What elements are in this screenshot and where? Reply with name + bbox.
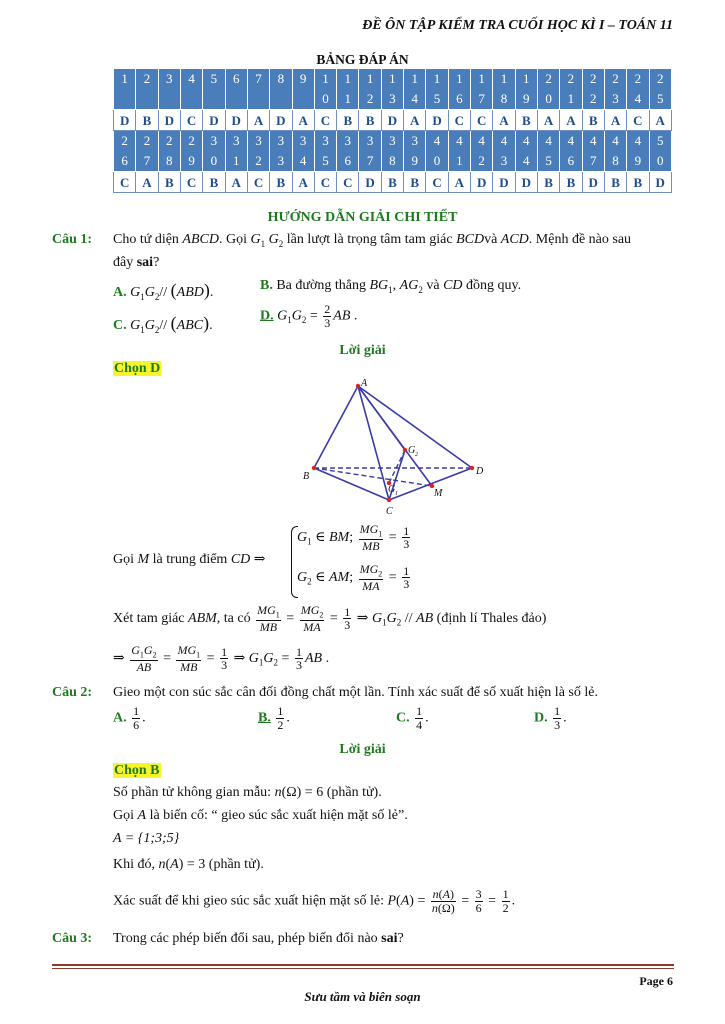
answer-number-cell: 2 3 [604,69,626,110]
answer-number-cell: 3 9 [404,131,426,172]
answer-number-cell: 2 9 [180,131,202,172]
q1-conclusion-line: ⇒ $\frac{G_1G_2}{AB}$ = $\frac{MG_1}{MB}$ = $\frac{1}{3}$ ⇒ $G_1G_2$ = $\frac{1}{3}$ AB . [113,643,330,674]
answer-letter-cell: B [270,172,292,193]
answer-letter-cell: C [314,110,336,131]
system-line-1: $G_1$ ∈ BM; $\frac{MG_1}{MB}$ = $\frac{1}{3}$ [297,522,410,553]
answer-number-cell: 4 3 [493,131,515,172]
q2-solution-heading: Lời giải [339,742,386,757]
answer-letter-cell: B [515,110,537,131]
answer-letter-cell: D [225,110,247,131]
answer-number-cell: 3 5 [314,131,336,172]
answer-number-cell: 3 [158,69,180,110]
footer-caption: Sưu tầm và biên soạn [304,989,421,1004]
answer-number-cell: 4 8 [604,131,626,172]
answer-letter-cell: A [649,110,672,131]
answer-letter-cell: A [247,110,269,131]
answer-number-cell: 2 [136,69,158,110]
svg-text:2: 2 [415,452,418,458]
q2-option-d[interactable]: D. $\frac{1}{3}$ . [534,704,567,732]
answer-number-cell: 4 0 [426,131,448,172]
question-1-text-line2: đây sai? [113,255,160,270]
answer-number-cell: 1 1 [337,69,359,110]
answer-letter-cell: A [448,172,470,193]
answer-letter-row [114,110,672,131]
page-number: Page 6 [639,974,673,988]
label-m: M [434,488,443,499]
answer-letter-row [114,172,672,193]
answer-number-cell: 3 8 [381,131,403,172]
answer-letter-cell: D [359,172,381,193]
footer-rule-thin [52,968,674,969]
answer-letter-cell: A [225,172,247,193]
question-2-label: Câu 2: [52,685,93,700]
answer-letter-cell: B [627,172,649,193]
answer-number-cell: 4 [180,69,202,110]
answer-letter-cell: C [247,172,269,193]
answer-number-cell: 4 2 [471,131,493,172]
answer-number-cell: 1 3 [381,69,403,110]
answer-number-cell: 3 6 [337,131,359,172]
footer-rule [52,964,674,966]
answer-number-cell: 3 1 [225,131,247,172]
answer-number-cell: 1 5 [426,69,448,110]
answer-number-cell: 4 7 [582,131,604,172]
answer-number-cell: 2 2 [582,69,604,110]
question-3-text: Trong các phép biến đổi sau, phép biến đổi nào sai? [113,931,404,946]
label-g2: G [408,445,416,456]
answer-number-cell: 7 [247,69,269,110]
answer-number-cell: 4 4 [515,131,537,172]
answer-number-cell: 8 [270,69,292,110]
answer-letter-cell: B [537,172,559,193]
answer-letter-cell: D [381,110,403,131]
answer-number-cell: 3 4 [292,131,314,172]
q1-solution-heading: Lời giải [339,343,386,358]
answer-letter-cell: B [136,110,158,131]
answer-letter-cell: A [560,110,582,131]
answer-letter-cell: B [359,110,381,131]
answer-number-cell: 1 0 [314,69,336,110]
q2-event-def: Gọi A là biến cố: “ gieo súc sắc xuất hiện mặt số lẻ”. [113,808,408,823]
label-g1: G [388,484,396,495]
answer-letter-cell: D [114,110,136,131]
answer-letter-cell: C [180,172,202,193]
answer-number-cell: 3 3 [270,131,292,172]
answer-number-cell: 3 7 [359,131,381,172]
q2-sample-space: Số phần tử không gian mẫu: n(Ω) = 6 (phần tử). [113,785,382,800]
question-2-text: Gieo một con súc sắc cân đối đồng chất một lần. Tính xác suất để số xuất hiện là số lẻ. [113,685,598,700]
svg-text:1: 1 [395,491,398,497]
answer-letter-cell: B [404,172,426,193]
system-line-2: $G_2$ ∈ AM; $\frac{MG_2}{MA}$ = $\frac{1}{3}$ [297,562,410,593]
q1-option-d[interactable]: D. $G_1G_2$ = $\frac{2}{3}$ AB . [260,302,358,330]
label-b: B [303,471,310,482]
q2-probability: Xác suất để khi gieo súc sắc xuất hiện mặt số lẻ: P(A) = $\frac{n(A)}{n(\Omega)}$ = $\frac{3}{6}$ = $\frac{1}{2}$ . [113,887,516,915]
answer-letter-cell: C [114,172,136,193]
answer-number-cell: 4 5 [537,131,559,172]
answer-number-cell: 1 6 [448,69,470,110]
answer-letter-cell: A [292,110,314,131]
answer-number-cell: 1 7 [471,69,493,110]
answer-number-cell: 2 4 [627,69,649,110]
answer-number-cell: 9 [292,69,314,110]
answer-number-cell: 1 [114,69,136,110]
answer-letter-cell: B [158,172,180,193]
answer-letter-cell: C [627,110,649,131]
q2-option-c[interactable]: C. $\frac{1}{4}$ . [396,704,429,732]
q1-option-c[interactable]: C. $G_1G_2//$ (ABC). [113,313,213,335]
q1-option-b[interactable]: B. Ba đường thẳng $BG_1$, $AG_2$ và CD đồng quy. [260,278,522,295]
label-c: C [386,506,393,517]
q2-option-a[interactable]: A. $\frac{1}{6}$ . [113,704,146,732]
q2-event-count: Khi đó, n(A) = 3 (phần tử). [113,857,264,872]
answer-letter-cell: C [180,110,202,131]
q2-option-b[interactable]: B. $\frac{1}{2}$ . [258,704,290,732]
document-header: ĐỀ ÔN TẬP KIỂM TRA CUỐI HỌC KÌ I – TOÁN 11 [362,18,673,33]
answer-letter-cell: C [448,110,470,131]
answer-number-cell: 2 1 [560,69,582,110]
answer-letter-cell: D [493,172,515,193]
answer-number-cell: 2 8 [158,131,180,172]
answer-letter-cell: C [471,110,493,131]
answer-number-cell: 4 1 [448,131,470,172]
answer-letter-cell: C [426,172,448,193]
answer-letter-cell: A [404,110,426,131]
answer-letter-cell: B [203,172,225,193]
answer-number-cell: 3 0 [203,131,225,172]
answer-letter-cell: D [471,172,493,193]
answer-letter-cell: D [270,110,292,131]
answer-number-cell: 1 8 [493,69,515,110]
q1-option-a[interactable]: A. $G_1G_2//$ (ABD). [113,280,214,302]
answer-letter-cell: A [604,110,626,131]
answer-letter-cell: B [381,172,403,193]
section-title: HƯỚNG DẪN GIẢI CHI TIẾT [267,210,458,225]
answer-letter-cell: C [314,172,336,193]
answer-letter-cell: D [203,110,225,131]
answer-table-title: BẢNG ĐÁP ÁN [316,52,409,67]
answer-letter-cell: A [292,172,314,193]
answer-table [113,68,672,193]
answer-number-cell: 4 6 [560,131,582,172]
answer-number-cell: 5 [203,69,225,110]
question-1-text: Cho tứ diện ABCD. Gọi $G_1$ $G_2$ lần lượt là trọng tâm tam giác BCDvà ACD. Mệnh đề nào sau [113,232,632,249]
q2-event-set: A = {1;3;5} [113,831,180,846]
answer-letter-cell: D [515,172,537,193]
answer-number-row [114,131,672,172]
q2-chosen-answer: Chọn B [114,763,160,778]
answer-letter-cell: A [136,172,158,193]
answer-letter-cell: B [560,172,582,193]
answer-letter-cell: B [337,110,359,131]
answer-letter-cell: A [537,110,559,131]
answer-letter-cell: D [649,172,672,193]
answer-letter-cell: D [158,110,180,131]
answer-number-cell: 1 2 [359,69,381,110]
q1-chosen-answer: Chọn D [114,361,161,376]
answer-number-cell: 6 [225,69,247,110]
answer-number-cell: 5 0 [649,131,672,172]
label-d: D [476,466,484,477]
answer-letter-cell: D [582,172,604,193]
answer-number-row [114,69,672,110]
answer-number-cell: 1 9 [515,69,537,110]
tetrahedron-figure [300,378,490,518]
q1-midpoint-line: Gọi M là trung điểm CD ⇒ [113,552,266,567]
answer-number-cell: 1 4 [404,69,426,110]
answer-number-cell: 2 6 [114,131,136,172]
answer-letter-cell: C [337,172,359,193]
answer-number-cell: 2 0 [537,69,559,110]
label-a: A [361,378,368,389]
answer-letter-cell: D [426,110,448,131]
answer-number-cell: 2 7 [136,131,158,172]
question-3-label: Câu 3: [52,931,93,946]
answer-letter-cell: A [493,110,515,131]
answer-number-cell: 4 9 [627,131,649,172]
answer-number-cell: 2 5 [649,69,672,110]
q1-thales-line: Xét tam giác ABM, ta có $\frac{MG_1}{MB}$ = $\frac{MG_2}{MA}$ = $\frac{1}{3}$ ⇒ $G_1G_2$ // AB (định lí Thales đảo) [113,603,547,634]
answer-letter-cell: B [604,172,626,193]
answer-letter-cell: B [582,110,604,131]
answer-number-cell: 3 2 [247,131,269,172]
question-1-label: Câu 1: [52,232,93,247]
